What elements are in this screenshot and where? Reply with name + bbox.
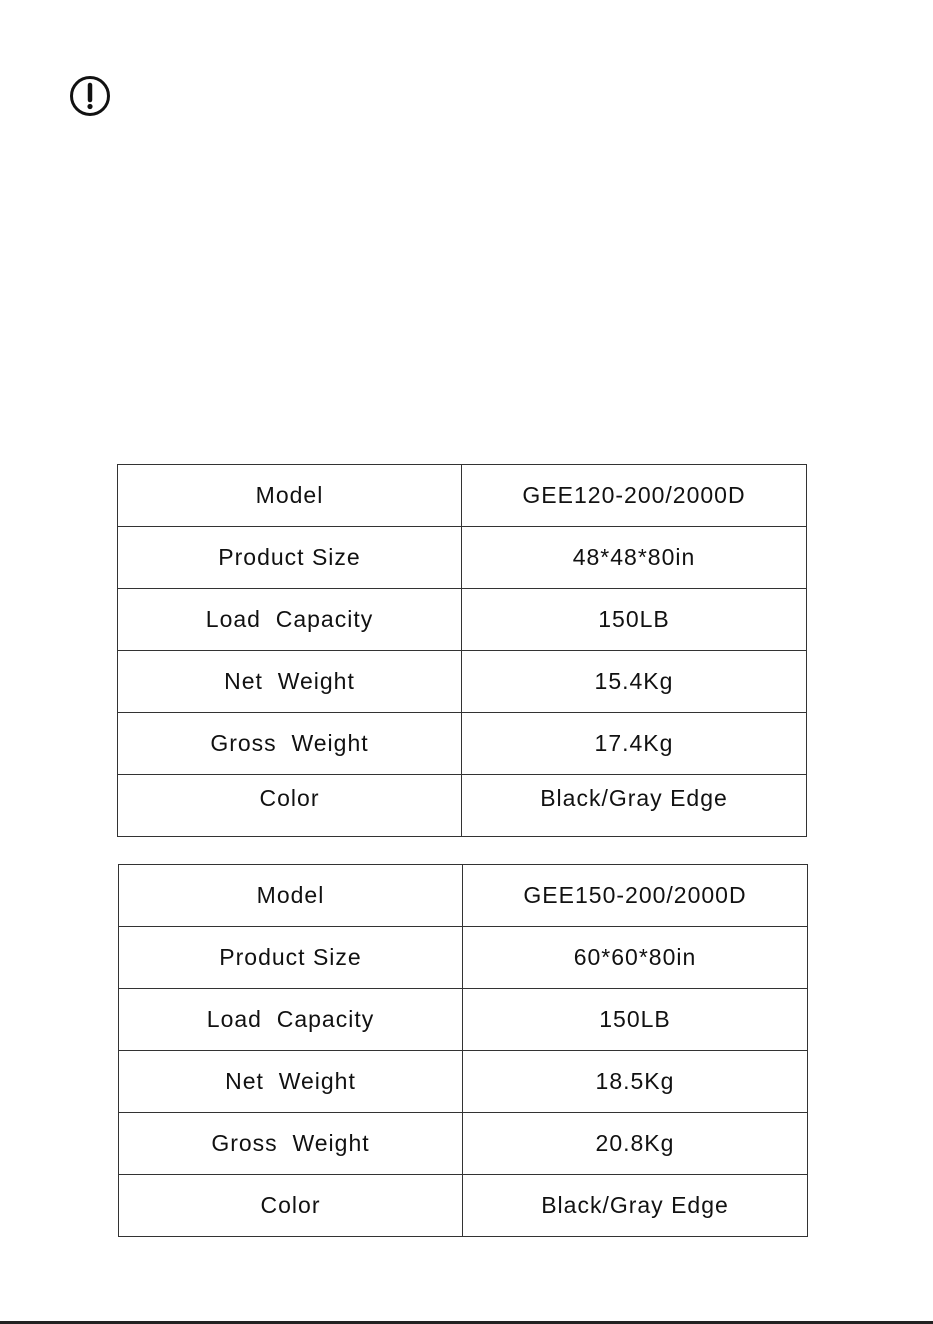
spec-value: 17.4Kg [462,713,807,775]
spec-label: Model [118,465,462,527]
spec-table-gee150 [118,864,808,1237]
spec-row-gross-weight [119,1113,808,1175]
spec-label: Gross Weight [119,1113,463,1175]
exclamation-circle-icon [69,75,111,117]
spec-value: Black/Gray Edge [463,1175,808,1237]
spec-value: GEE120-200/2000D [462,465,807,527]
spec-label: Net Weight [118,651,462,713]
spec-label: Net Weight [119,1051,463,1113]
spec-row-product-size [119,927,808,989]
spec-value: 48*48*80in [462,527,807,589]
spec-label: Product Size [119,927,463,989]
spec-label: Load Capacity [119,989,463,1051]
spec-row-net-weight [118,651,807,713]
spec-value: 150LB [462,589,807,651]
spec-value: 60*60*80in [463,927,808,989]
spec-row-load-capacity [119,989,808,1051]
spec-value: 20.8Kg [463,1113,808,1175]
spec-label: Product Size [118,527,462,589]
spec-row-model [118,465,807,527]
spec-value: Black/Gray Edge [462,775,807,837]
spec-row-model [119,865,808,927]
spec-row-net-weight [119,1051,808,1113]
spec-value: 18.5Kg [463,1051,808,1113]
spec-row-product-size [118,527,807,589]
spec-value: GEE150-200/2000D [463,865,808,927]
spec-row-load-capacity [118,589,807,651]
spec-value: 15.4Kg [462,651,807,713]
spec-label: Model [119,865,463,927]
spec-row-gross-weight [118,713,807,775]
spec-row-color [119,1175,808,1237]
spec-label: Color [118,775,462,837]
spec-label: Load Capacity [118,589,462,651]
spec-table-gee120 [117,464,807,837]
spec-row-color [118,775,807,837]
spec-value: 150LB [463,989,808,1051]
spec-label: Gross Weight [118,713,462,775]
spec-label: Color [119,1175,463,1237]
